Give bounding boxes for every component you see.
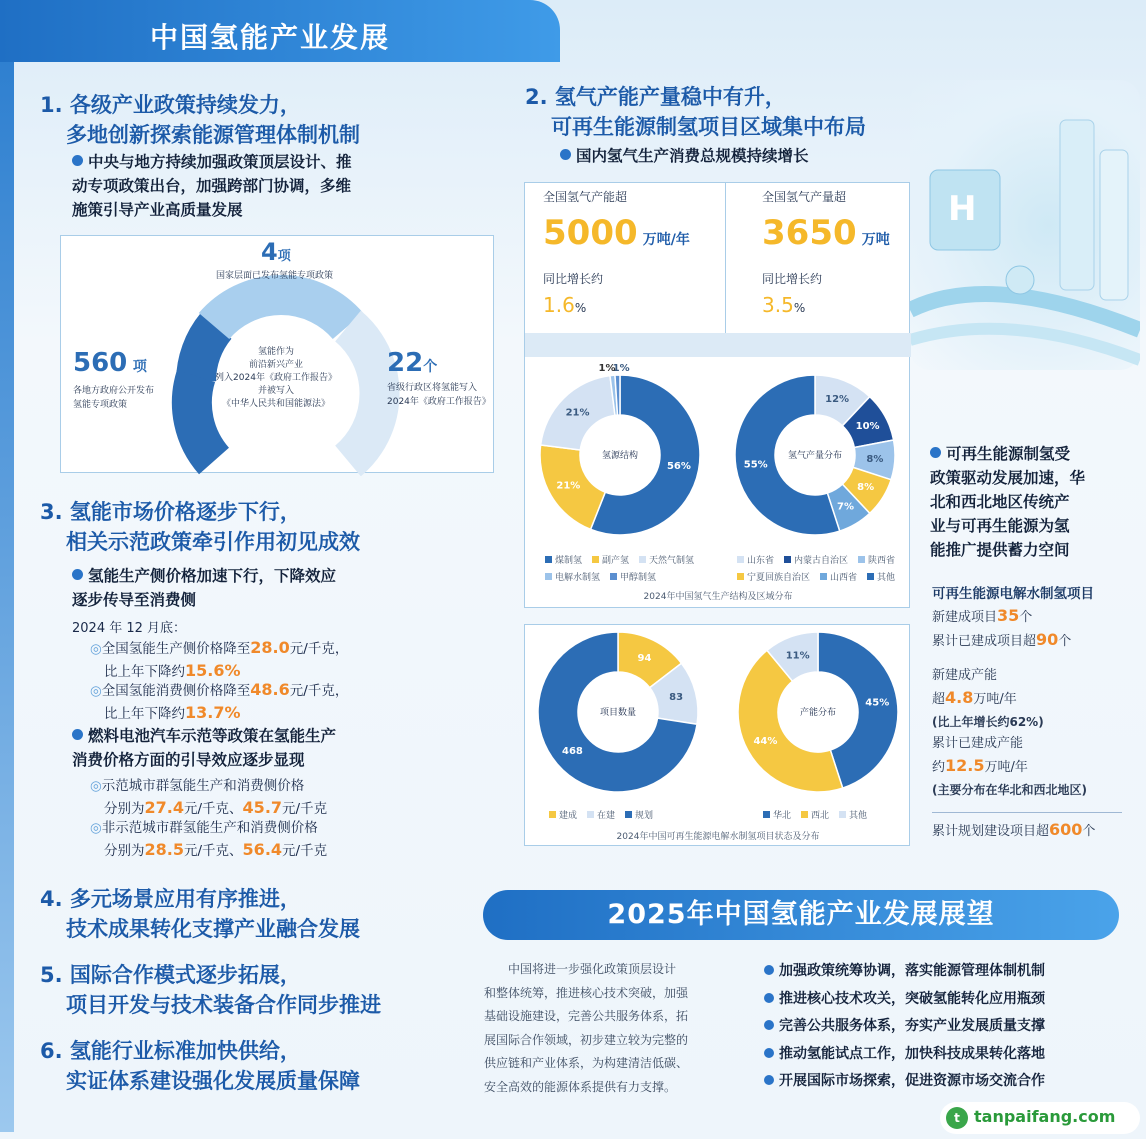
price-item-2-drop-value: 13.7%: [185, 703, 241, 722]
section2-bullet: [560, 144, 809, 168]
legend2-label-3: 宁夏回族自治区: [747, 573, 811, 583]
section2-title: [525, 82, 866, 142]
renewable-projects-stats: [932, 605, 1137, 801]
section1-bullet-line2: 动专项政策出台，加强跨部门协调，多维: [72, 177, 352, 195]
price-item-3-label: 分别为: [104, 801, 145, 817]
planned-projects: [932, 820, 1095, 839]
legend3-item-1: [587, 808, 615, 821]
renewable-bullet: [930, 442, 1130, 562]
svg-text:H: H: [948, 189, 977, 229]
price-item-3-value1: 27.4: [144, 798, 184, 817]
watermark-text: tanpaifang.com: [974, 1107, 1116, 1126]
capacity-stat: [543, 213, 690, 253]
section3-bullet2: [72, 724, 336, 772]
page-title: 中国氢能产业发展: [0, 0, 560, 62]
donut1-label-1: 10%: [855, 421, 880, 433]
legend2-item-4: [820, 571, 857, 585]
legend2-label-5: 其他: [877, 573, 896, 583]
legend1-item-4: [610, 571, 656, 585]
legend3-label-2: 规划: [635, 811, 654, 821]
section1-bullet-line1: 中央与地方持续加强政策顶层设计、推: [88, 153, 352, 171]
donut3-label-2: 11%: [785, 650, 810, 662]
section4-title-line2: 技术成果转化支撑产业融合发展: [66, 917, 360, 941]
price-item-3-value2: 45.7: [242, 798, 283, 817]
policy-center-line3: 列入2024年《政府工作报告》: [215, 373, 337, 383]
section6-title-line1: 6. 氢能行业标准加快供给，: [40, 1039, 301, 1063]
legend1-item-1: [592, 554, 629, 568]
legend2-item-3: [737, 571, 810, 585]
legend1-swatch-4: [610, 573, 617, 580]
capacity-growth: [543, 293, 586, 318]
section6-title: [40, 1036, 360, 1096]
renewable-bullet-line5: 能推广提供蓄力空间: [930, 541, 1070, 559]
legend1-swatch-1: [592, 556, 599, 563]
policy-left-number: 560: [73, 348, 128, 378]
circle-bullet-icon: ◎: [90, 778, 102, 794]
donut0-label-1: 21%: [556, 480, 581, 492]
legend1-label-4: 甲醇制氢: [620, 573, 657, 583]
planned-projects-unit: 个: [1082, 824, 1096, 839]
price-item-1-value: 28.0: [250, 638, 290, 657]
section2-title-line2: 可再生能源制氢项目区域集中布局: [551, 115, 866, 139]
capacity-number: 5000: [543, 213, 638, 253]
policy-left-stat: [73, 348, 147, 378]
price-item-4-mid: 元/千克、: [183, 843, 243, 859]
legend3-label-1: 在建: [597, 811, 616, 821]
outlook-paragraph-line4: 展国际合作领域，初步建立较为完整的: [484, 1032, 689, 1047]
legend2-item-0: [737, 554, 774, 568]
price-item-4-unit: 元/千克: [282, 843, 328, 859]
policy-center-line1: 氢能作为: [257, 347, 294, 357]
policy-arc-top: [214, 295, 348, 326]
bullet-dot-icon: [72, 729, 83, 740]
section5-title-line2: 项目开发与技术装备合作同步推进: [66, 993, 381, 1017]
donut2-center-title: 项目数量: [599, 708, 637, 718]
total-projects-value: 90: [1036, 630, 1059, 649]
output-growth: [762, 293, 805, 318]
section1-title-line1: 1. 各级产业政策持续发力，: [40, 93, 301, 117]
chart1-caption: 2024年中国氢气生产结构及区域分布: [643, 592, 793, 602]
legend1-item-0: [545, 554, 582, 568]
section5-title: [40, 960, 381, 1020]
policy-center-line4: 并被写入: [257, 386, 294, 396]
legend2-label-2: 陕西省: [868, 556, 896, 566]
policy-center-text: [211, 346, 341, 411]
price-item-1-unit: 元/千克，: [289, 641, 349, 657]
total-capacity-value: 12.5: [945, 756, 985, 775]
total-capacity-note: (主要分布在华北和西北地区): [932, 783, 1087, 797]
price-item-1-drop-value: 15.6%: [185, 661, 241, 680]
policy-left-label: [73, 384, 154, 412]
legend2-swatch-0: [737, 556, 744, 563]
bullet-dot-icon: [560, 149, 571, 160]
hydrogen-stats-card: [524, 182, 910, 608]
bullet-dot-icon: [764, 1075, 774, 1085]
section4-title-line1: 4. 多元场景应用有序推进，: [40, 887, 301, 911]
legend1-label-1: 副产氢: [602, 556, 630, 566]
section1-title-line2: 多地创新探索能源管理体制机制: [66, 123, 360, 147]
legend1-swatch-0: [545, 556, 552, 563]
chart2-caption: 2024年中国可再生能源电解水制氢项目状态及分布: [616, 832, 820, 842]
legend4-label-2: 其他: [849, 811, 868, 821]
section4-title: [40, 884, 360, 944]
bullet-dot-icon: [764, 1048, 774, 1058]
donut3-label-1: 44%: [753, 735, 778, 747]
new-capacity-value: 4.8: [945, 688, 974, 707]
policy-top-label: 国家层面已发布氢能专项政策: [216, 271, 334, 281]
section6-title-line2: 实证体系建设强化发展质量保障: [66, 1069, 360, 1093]
policy-top-unit: 项: [277, 249, 291, 264]
price-item-2-text: 全国氢能消费侧价格降至: [101, 683, 251, 699]
legend2-label-0: 山东省: [747, 556, 775, 566]
price-item-2-value: 48.6: [250, 680, 290, 699]
bullet-dot-icon: [764, 1020, 774, 1030]
price-item-4: [90, 818, 327, 862]
legend2-swatch-5: [867, 573, 874, 580]
legend2-label-4: 山西省: [830, 573, 858, 583]
capacity-growth-pct: %: [574, 301, 587, 315]
section5-title-line1: 5. 国际合作模式逐步拓展，: [40, 963, 301, 987]
watermark: [940, 1102, 1140, 1134]
capacity-growth-value: 1.6: [543, 293, 575, 317]
stats-separator-band: [525, 333, 911, 357]
price-item-4-value1: 28.5: [144, 840, 184, 859]
section3-bullet2-line1: 燃料电池汽车示范等政策在氢能生产: [88, 727, 337, 745]
section3-bullet1-line2: 逐步传导至消费侧: [72, 591, 197, 609]
new-projects-value: 35: [997, 606, 1020, 625]
section2-title-line1: 2. 氢气产能产量稳中有升，: [525, 85, 786, 109]
new-capacity-unit: 万吨/年: [973, 692, 1017, 707]
price-item-3-mid: 元/千克、: [183, 801, 243, 817]
policy-arc-right: [348, 326, 380, 461]
donut0-label-0: 56%: [666, 461, 691, 473]
legend2-swatch-2: [858, 556, 865, 563]
legend1-swatch-3: [545, 573, 552, 580]
legend-hydrogen-region: [737, 551, 917, 585]
outlook-paragraph-line5: 供应链和产业体系，为构建清洁低碳、: [484, 1056, 689, 1070]
section3-title-line2: 相关示范政策牵引作用初见成效: [66, 530, 360, 554]
outlook-paragraph-line2: 和整体统筹，推进核心技术突破，加强: [484, 985, 689, 1000]
price-item-3: [90, 776, 327, 820]
policy-top-stat: [261, 238, 291, 266]
price-item-4-value2: 56.4: [242, 840, 283, 859]
bullet-dot-icon: [764, 993, 774, 1003]
policy-right-label: [387, 381, 491, 409]
donut1-label-5: 55%: [743, 459, 768, 471]
outlook-paragraph-line3: 基础设施建设，完善公共服务体系，拓: [484, 1009, 689, 1023]
legend2-swatch-4: [820, 573, 827, 580]
circle-bullet-icon: ◎: [90, 820, 102, 836]
legend3-swatch-2: [625, 811, 632, 818]
legend4-swatch-2: [839, 811, 846, 818]
price-item-1: [90, 637, 348, 683]
price-item-3-unit: 元/千克: [282, 801, 328, 817]
price-item-4-label: 分别为: [104, 843, 145, 859]
section1-bullet-line3: 施策引导产业高质量发展: [72, 201, 243, 219]
section3-bullet1: [72, 564, 336, 612]
donut1-label-4: 7%: [837, 501, 855, 513]
legend2-item-2: [858, 554, 895, 568]
legend-hydrogen-source: [545, 551, 725, 585]
legend1-swatch-2: [639, 556, 646, 563]
section3-title: [40, 497, 360, 557]
donut-charts-1: [525, 363, 911, 553]
donut3-center-title: 产能分布: [799, 708, 837, 718]
legend3-swatch-1: [587, 811, 594, 818]
policy-right-unit: 个: [423, 359, 438, 375]
planned-projects-label: 累计规划建设项目超: [932, 824, 1050, 839]
donut2-label-1: 83: [669, 692, 684, 704]
bullet-dot-icon: [72, 155, 83, 166]
donut0-label-4: 1%: [598, 363, 616, 374]
outlook-item: [764, 1041, 1144, 1069]
policy-right-label-line1: 省级行政区将氢能写入: [387, 383, 478, 393]
legend1-label-3: 电解水制氢: [555, 573, 601, 583]
price-item-4-text: 非示范城市群氢能生产和消费侧价格: [101, 820, 318, 836]
bullet-dot-icon: [930, 447, 941, 458]
outlook-paragraph-line6: 安全高效的能源体系提供有力支撑。: [484, 1079, 677, 1094]
total-projects-unit: 个: [1058, 634, 1072, 649]
new-capacity-growth: (比上年增长约62%): [932, 715, 1044, 729]
donut1-label-0: 12%: [825, 394, 850, 406]
policy-right-stat: [387, 348, 437, 378]
renewable-bullet-line2: 政策驱动发展加速，华: [930, 469, 1086, 487]
outlook-banner: 2025年中国氢能产业发展展望: [483, 890, 1119, 940]
price-item-2-unit: 元/千克，: [289, 683, 349, 699]
new-capacity-label: 新建成产能: [932, 668, 998, 683]
right-divider: [932, 812, 1122, 813]
legend-project-status: [549, 803, 663, 822]
renewable-projects-title: 可再生能源电解水制氢项目: [932, 586, 1094, 602]
outlook-list: [764, 958, 1144, 1096]
policy-right-number: 22: [387, 348, 424, 378]
policy-center-line2: 前沿新兴产业: [248, 360, 303, 370]
legend2-item-1: [784, 554, 848, 568]
section1-bullet: [72, 150, 432, 222]
renewable-bullet-line3: 北和西北地区传统产: [930, 493, 1070, 511]
policy-top-number: 4: [261, 238, 278, 266]
legend3-swatch-0: [549, 811, 556, 818]
legend2-item-5: [867, 571, 895, 585]
legend3-item-2: [625, 808, 653, 821]
legend4-item-2: [839, 808, 867, 821]
policy-right-label-line2: 2024年《政府工作报告》: [387, 397, 491, 407]
donut1-label-3: 8%: [857, 482, 875, 494]
new-projects-label: 新建成项目: [932, 610, 998, 625]
outlook-item: [764, 986, 1144, 1014]
outlook-item-text: 开展国际市场探索，促进资源市场交流合作: [779, 1073, 1045, 1089]
legend4-item-1: [801, 808, 829, 821]
donut0-label-2: 21%: [565, 407, 590, 419]
legend2-swatch-1: [784, 556, 791, 563]
legend1-item-2: [639, 554, 694, 568]
legend1-label-2: 天然气制氢: [649, 556, 695, 566]
donut2-label-0: 94: [637, 653, 652, 665]
total-capacity-prefix: 约: [932, 760, 946, 775]
new-projects-unit: 个: [1019, 610, 1033, 625]
legend3-item-0: [549, 808, 577, 821]
planned-projects-value: 600: [1049, 820, 1083, 839]
output-unit: 万吨: [861, 232, 890, 248]
price-item-1-text: 全国氢能生产侧价格降至: [101, 641, 251, 657]
section3-bullet1-line1: 氢能生产侧价格加速下行，下降效应: [88, 567, 337, 585]
legend-capacity-region: [763, 803, 877, 822]
price-date: 2024 年 12 月底：: [72, 621, 187, 636]
donut3-label-0: 45%: [865, 697, 890, 709]
price-item-1-drop-label: 比上年下降约: [104, 664, 185, 680]
output-growth-label: 同比增长约: [762, 272, 823, 286]
policy-left-label-line2: 氢能专项政策: [73, 400, 128, 410]
price-item-3-text: 示范城市群氢能生产和消费侧价格: [101, 778, 305, 794]
circle-bullet-icon: ◎: [90, 683, 102, 699]
new-capacity-prefix: 超: [932, 692, 946, 707]
outlook-item: [764, 1068, 1144, 1096]
output-growth-pct: %: [793, 301, 806, 315]
legend2-label-1: 内蒙古自治区: [794, 556, 849, 566]
total-projects-label: 累计已建成项目超: [932, 634, 1037, 649]
donut1-center-title: 氢气产量分布: [787, 451, 843, 461]
outlook-paragraph: [484, 958, 740, 1099]
capacity-unit: 万吨/年: [642, 232, 690, 248]
watermark-logo-icon: t: [946, 1107, 968, 1129]
legend4-item-0: [763, 808, 791, 821]
renewable-bullet-line1: 可再生能源制氢受: [946, 445, 1071, 463]
legend2-swatch-3: [737, 573, 744, 580]
outlook-item-text: 推动氢能试点工作，加快科技成果转化落地: [779, 1045, 1045, 1062]
bullet-dot-icon: [764, 965, 774, 975]
legend4-label-1: 西北: [811, 811, 830, 821]
legend3-label-0: 建成: [559, 811, 578, 821]
donut1-label-2: 8%: [866, 453, 884, 465]
total-capacity-label: 累计已建成产能: [932, 736, 1024, 751]
capacity-label: 全国氢气产能超: [543, 190, 628, 204]
policy-left-label-line1: 各地方政府公开发布: [73, 386, 155, 396]
legend4-label-0: 华北: [773, 811, 792, 821]
policy-center-line5: 《中华人民共和国能源法》: [221, 399, 330, 409]
donut-charts-2: [525, 625, 911, 805]
bullet-dot-icon: [72, 569, 83, 580]
outlook-item: [764, 1013, 1144, 1041]
renewable-projects-card: [524, 624, 910, 846]
renewable-bullet-line4: 业与可再生能源为氢: [930, 517, 1070, 535]
output-number: 3650: [762, 213, 857, 253]
policy-left-unit: 项: [132, 359, 147, 375]
total-capacity-unit: 万吨/年: [984, 760, 1028, 775]
donut0-label-3: 1%: [612, 363, 630, 374]
outlook-item-text: 完善公共服务体系，夯实产业发展质量支撑: [779, 1018, 1045, 1034]
price-item-2: [90, 679, 348, 725]
left-edge-bar: [0, 62, 14, 1132]
capacity-growth-label: 同比增长约: [543, 272, 604, 286]
section1-title: [40, 90, 360, 150]
outlook-item: [764, 958, 1144, 986]
legend4-swatch-1: [801, 811, 808, 818]
circle-bullet-icon: ◎: [90, 641, 102, 657]
stats-divider: [725, 183, 726, 333]
section2-bullet-text: 国内氢气生产消费总规模持续增长: [576, 147, 809, 165]
hydrogen-plant-illustration: [910, 80, 1140, 370]
section3-bullet2-line2: 消费价格方面的引导效应逐步显现: [72, 751, 305, 769]
price-item-2-drop-label: 比上年下降约: [104, 706, 185, 722]
legend4-swatch-0: [763, 811, 770, 818]
section3-title-line1: 3. 氢能市场价格逐步下行，: [40, 500, 301, 524]
legend1-item-3: [545, 571, 600, 585]
outlook-item-text: 推进核心技术攻关，突破氢能转化应用瓶颈: [779, 990, 1045, 1007]
legend1-label-0: 煤制氢: [555, 556, 583, 566]
output-label: 全国氢气产量超: [762, 190, 847, 204]
donut2-label-2: 468: [562, 746, 583, 758]
outlook-paragraph-line1: 中国将进一步强化政策顶层设计: [508, 962, 677, 976]
output-growth-value: 3.5: [762, 293, 794, 317]
output-stat: [762, 213, 890, 253]
donut0-center-title: 氢源结构: [601, 451, 639, 461]
outlook-item-text: 加强政策统筹协调，落实能源管理体制机制: [779, 963, 1045, 979]
policy-card: [60, 235, 494, 473]
